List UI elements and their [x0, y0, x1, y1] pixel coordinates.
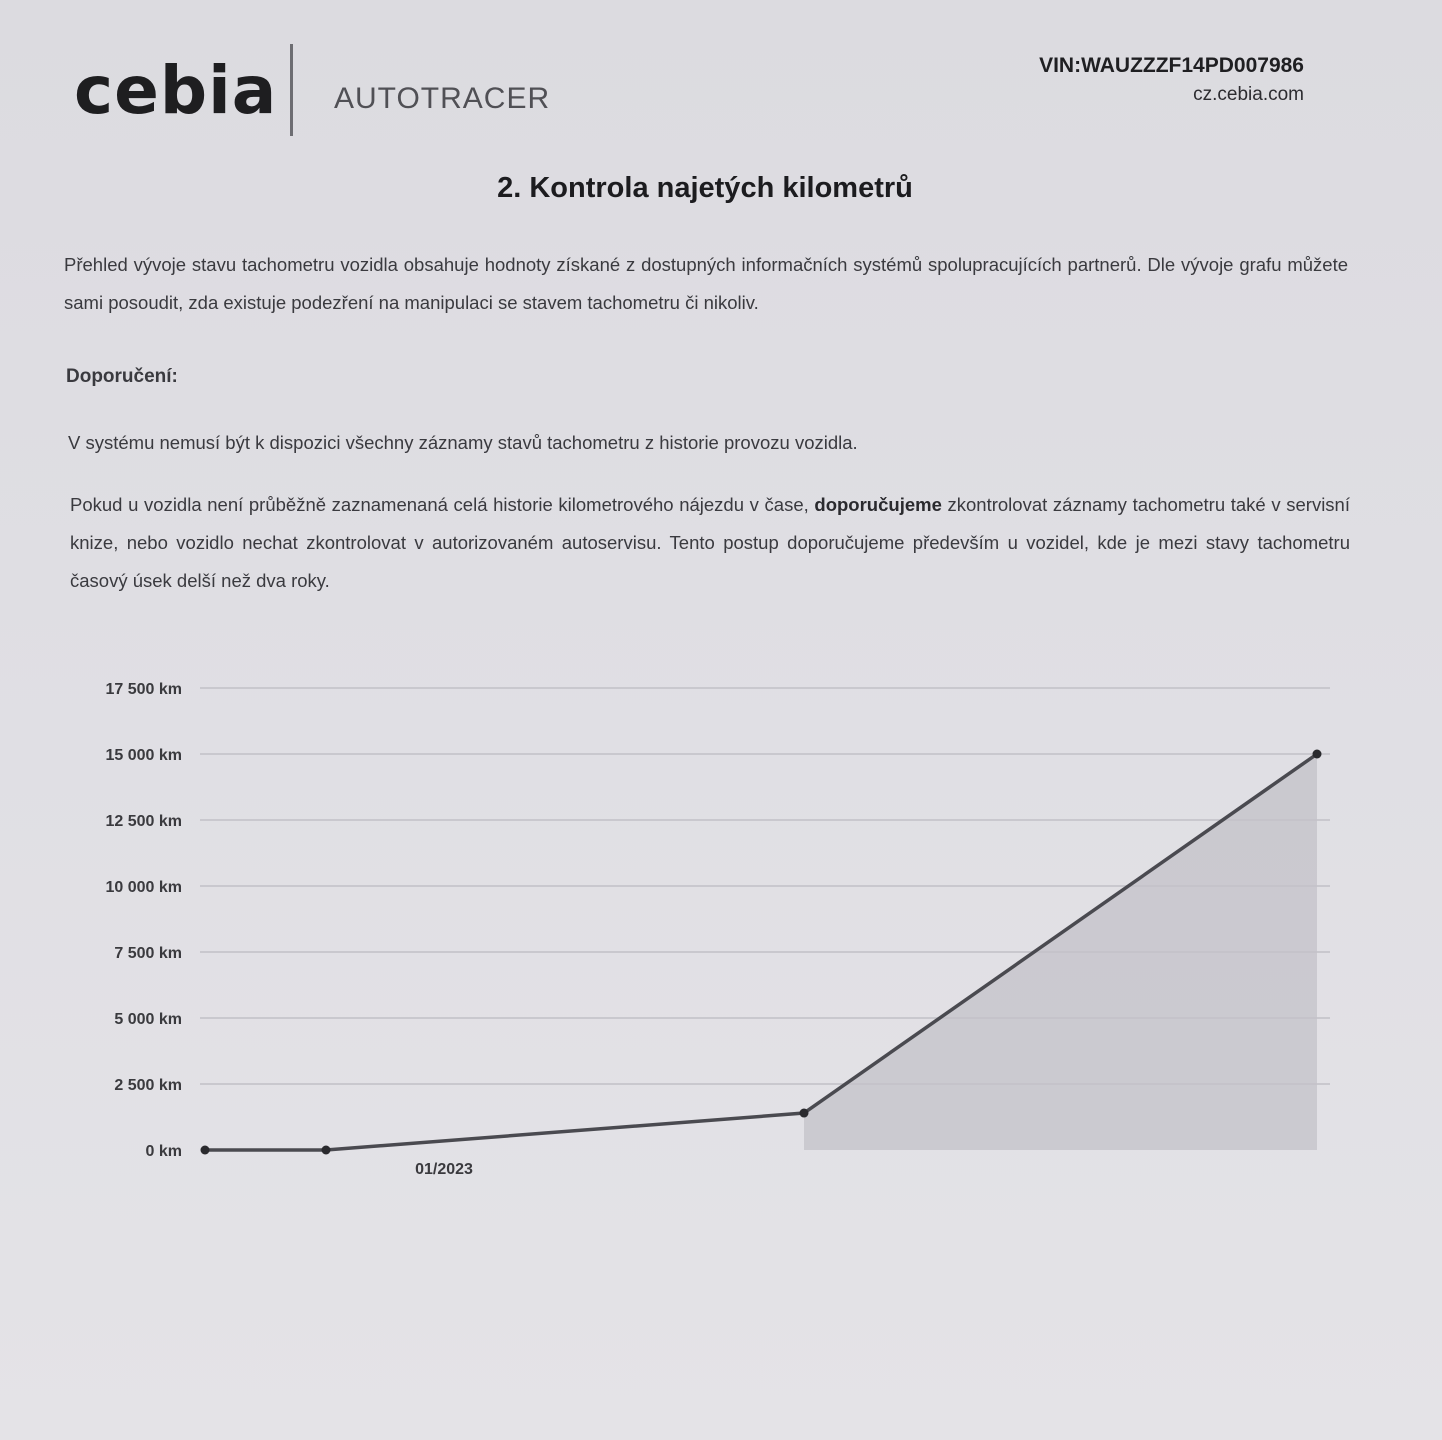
y-tick-label: 15 000 km — [105, 747, 182, 764]
y-tick-label: 0 km — [145, 1143, 182, 1160]
recommendation-paragraph-1: V systému nemusí být k dispozici všechny záznamy stavů tachometru z historie provozu vozidla. — [68, 432, 858, 453]
section-title: 2. Kontrola najetých kilometrů — [497, 172, 913, 204]
y-tick-label: 2 500 km — [114, 1077, 182, 1094]
data-point — [322, 1146, 331, 1155]
y-tick-label: 5 000 km — [114, 1011, 182, 1028]
y-tick-label: 17 500 km — [105, 681, 182, 698]
odometer-chart — [0, 660, 1442, 1220]
recommendation-heading: Doporučení: — [66, 366, 178, 387]
data-point — [201, 1146, 210, 1155]
y-tick-label: 10 000 km — [105, 879, 182, 896]
y-tick-label: 12 500 km — [105, 813, 182, 830]
y-tick-label: 7 500 km — [114, 945, 182, 962]
logo-divider — [290, 44, 293, 136]
x-tick-label: 01/2023 — [415, 1161, 473, 1178]
vin-number: VIN:WAUZZZF14PD007986 — [1039, 54, 1304, 77]
intro-paragraph: Přehled vývoje stavu tachometru vozidla obsahuje hodnoty získané z dostupných informačních systémů spolupracujících partnerů. Dle vývoje grafu můžete sami posoudit, zda existuje podezření na manipulaci se stavem tachometru či nikoliv. — [64, 254, 1348, 313]
data-point — [1313, 750, 1322, 759]
recommendation-text-b: zkontrolovat záznamy tachometru také v servisní knize, nebo vozidlo nechat zkontrolovat v autorizovaném autoservisu. Tento postup doporučujeme především u vozidel, kde je mezi stavy tachometru časový úsek delší než dva roky. — [70, 494, 1350, 591]
product-name: AUTOTRACER — [334, 82, 551, 115]
data-point — [800, 1109, 809, 1118]
recommendation-text-a: Pokud u vozidla není průběžně zaznamenaná celá historie kilometrového nájezdu v čase, — [70, 494, 809, 515]
recommendation-paragraph-2 — [70, 486, 1350, 600]
cebia-logo: cebia — [74, 52, 278, 129]
recommendation-emphasis: doporučujeme — [814, 494, 942, 515]
website-link[interactable]: cz.cebia.com — [1193, 84, 1304, 105]
odometer-chart-svg — [0, 660, 1442, 1220]
